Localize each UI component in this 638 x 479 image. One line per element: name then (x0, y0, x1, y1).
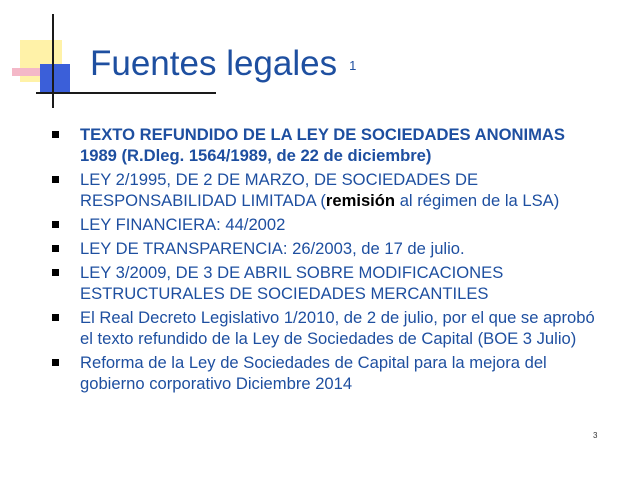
title-underline (36, 92, 216, 94)
bullet-list (0, 124, 638, 394)
bullet-square-icon (52, 176, 59, 183)
bullet-text: El Real Decreto Legislativo 1/2010, de 2 de julio, por el que se aprobó el texto refundido de la Ley de Sociedades de Capital (BOE 3 Julio) (80, 308, 595, 348)
slide-title (90, 44, 356, 84)
bullet-square-icon (52, 221, 59, 228)
page-number: 3 (593, 431, 598, 440)
bullet-item (0, 262, 638, 304)
logo-blue-square (40, 64, 70, 92)
slide-title-text: Fuentes legales (90, 44, 338, 83)
bullet-text: LEY 3/2009, DE 3 DE ABRIL SOBRE MODIFICACIONES ESTRUCTURALES DE SOCIEDADES MERCANTILES (80, 263, 504, 303)
bullet-item (0, 214, 638, 235)
bullet-square-icon (52, 131, 59, 138)
bullet-text-after: al régimen de la LSA) (395, 191, 560, 210)
bullet-square-icon (52, 245, 59, 252)
bullet-square-icon (52, 359, 59, 366)
bullet-square-icon (52, 269, 59, 276)
bullet-item (0, 307, 638, 349)
bullet-square-icon (52, 314, 59, 321)
bullet-item (0, 238, 638, 259)
bullet-item (0, 352, 638, 394)
bullet-item (0, 124, 638, 166)
bullet-item (0, 169, 638, 211)
bullet-text: TEXTO REFUNDIDO DE LA LEY DE SOCIEDADES ANONIMAS 1989 (R.Dleg. 1564/1989, de 22 de diciembre) (80, 125, 565, 165)
bullet-text: LEY DE TRANSPARENCIA: 26/2003, de 17 de julio. (80, 239, 465, 258)
bullet-text: Reforma de la Ley de Sociedades de Capital para la mejora del gobierno corporativo Diciembre 2014 (80, 353, 547, 393)
bullet-text: LEY FINANCIERA: 44/2002 (80, 215, 286, 234)
bullet-text-emphasis: remisión (325, 191, 396, 210)
bullet-text-before: LEY 2/1995, DE 2 DE MARZO, DE SOCIEDADES DE RESPONSABILIDAD LIMITADA ( (80, 170, 479, 210)
slide-title-number: 1 (349, 58, 357, 74)
